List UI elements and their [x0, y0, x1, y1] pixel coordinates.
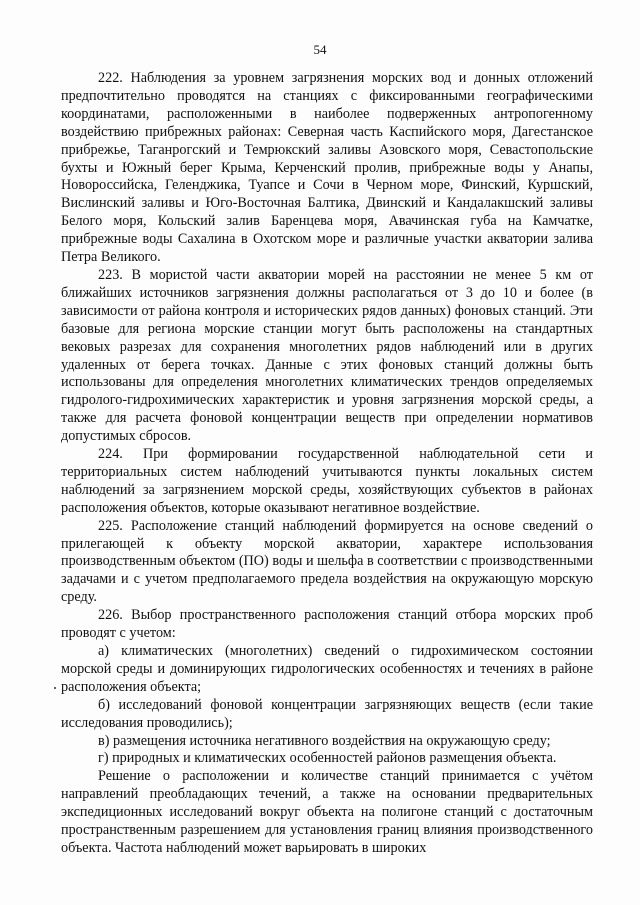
list-item-g: г) природных и климатических особенностей районов размещения объекта.: [98, 750, 557, 767]
list-item-a: а) климатических (многолетних) сведений о гидрохимическом состоянии морской среды и доминирующих гидрологических особенностях и течениях в районе расположения объекта;: [61, 643, 593, 695]
paragraph-224: 224. При формировании государственной наблюдательной сети и территориальных систем наблюдений учитываются пункты локальных систем наблюдений за загрязнением морской среды, хозяйствующих субъектов в районах расположения объектов, которые оказывают негативное воздействие.: [61, 446, 593, 516]
page-number: 54: [313, 42, 327, 57]
paragraph-decision: Решение о расположении и количестве станций принимается с учётом направлений преобладающих течений, а также на основании предварительных экспедиционных исследований вокруг объекта на полигоне станций с достаточным пространственным разрешением для установления границ влияния производственного объекта. Частота наблюдений может варьировать в широких: [61, 768, 593, 856]
paragraph-226: 226. Выбор пространственного расположения станций отбора морских проб проводят с учетом:: [61, 607, 593, 642]
paragraph-223: 223. В мористой части акватории морей на расстоянии не менее 5 км от ближайших источников загрязнения должны располагаться от 3 до 10 и более (в зависимости от района контроля и исторических рядов данных) фоновых станций. Эти базовые для региона морские станции могут быть расположены на стандартных вековых разрезах для сохранения многолетних рядов наблюдений или в других удаленных от берега точках. Данные с этих фоновых станций должны быть использованы для определения многолетних климатических трендов определяемых гидролого-гидрохимических характеристик и уровня загрязнения морской среды, а также для расчета фоновой концентрации веществ при определении нормативов допустимых сбросов.: [61, 266, 593, 445]
paragraph-222: 222. Наблюдения за уровнем загрязнения морских вод и донных отложений предпочтительно проводятся на станциях с фиксированными географическими координатами, расположенными в наиболее подверженных антропогенному воздействию прибрежных районах: Северная часть Каспийского моря, Дагестанское прибрежье, Таганрогский и Темрюкский заливы Азовского моря, Севастопольские бухты и Южный берег Крыма, Керченский пролив, прибрежные воды у Анапы, Новороссийска, Геленджика, Туапсе и Сочи в Черном море, Финский, Куршский, Вислинский заливы и Юго-Восточная Балтика, Двинский и Кандалакшский заливы Белого моря, Кольский залив Баренцева моря, Авачинская губа на Камчатке, прибрежные воды Сахалина в Охотском море и различные участки акватории залива Петра Великого.: [61, 70, 593, 266]
list-item-b: б) исследований фоновой концентрации загрязняющих веществ (если такие исследования проводились);: [61, 696, 593, 731]
scan-speck: [54, 687, 56, 689]
list-item-v: в) размещения источника негативного воздействия на окружающую среду;: [98, 732, 551, 749]
paragraph-225: 225. Расположение станций наблюдений формируется на основе сведений о прилегающей к объекту морской акватории, характере использования производственным объектом (ПО) воды и шельфа в соответствии с производственными задачами и с учетом предполагаемого предела воздействия на окружающую морскую среду.: [61, 517, 593, 606]
document-body: [61, 70, 593, 858]
